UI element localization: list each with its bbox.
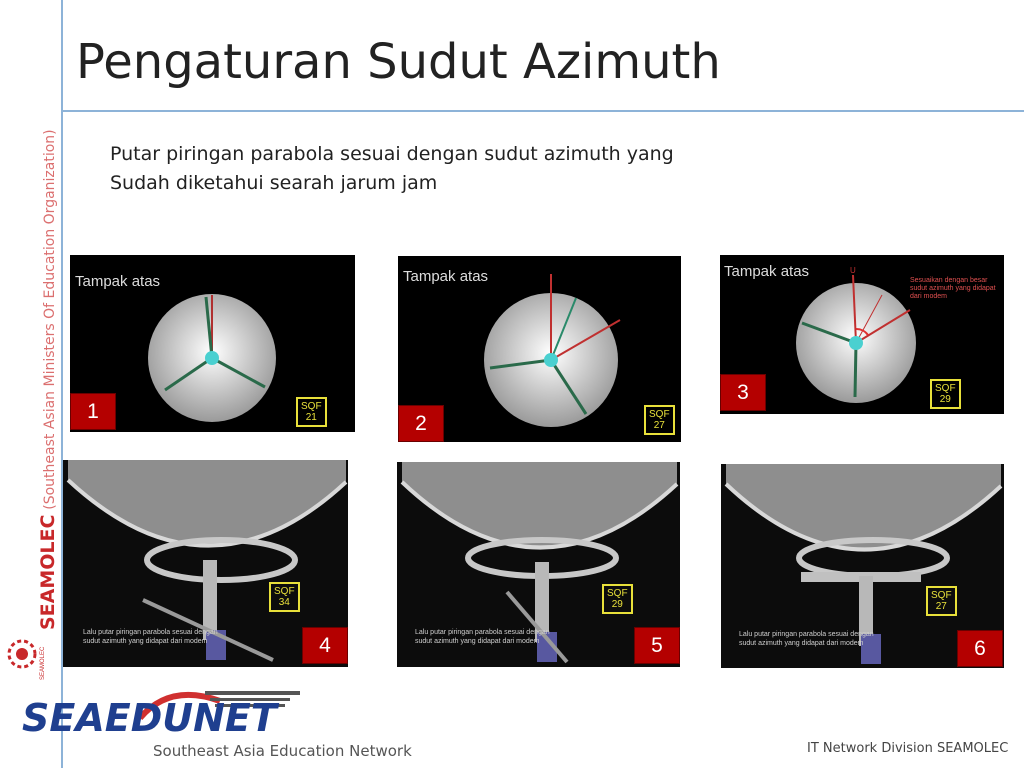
page-title: Pengaturan Sudut Azimuth <box>76 34 721 90</box>
sidebar-brand: SEAMOLEC <box>37 514 59 630</box>
slide-body <box>110 140 674 198</box>
panel-6-sqf <box>926 586 957 616</box>
sqf-label: SQF <box>931 590 952 601</box>
step-number-4: 4 <box>302 627 348 664</box>
sqf-label: SQF <box>649 409 670 420</box>
body-line-2: Sudah diketahui searah jarum jam <box>110 172 438 194</box>
step-number-6: 6 <box>957 630 1003 667</box>
panel-1-sqf <box>296 397 327 427</box>
sqf-value: 34 <box>278 597 290 608</box>
panel-4-note: Lalu putar piringan parabola sesuai dengan sudut azimuth yang didapat dari modem <box>83 629 218 645</box>
north-marker: U <box>850 266 856 275</box>
sqf-value: 27 <box>935 601 947 612</box>
panel-3-note: Sesuaikan dengan besar sudut azimuth yang didapat dari modem <box>910 277 996 300</box>
sidebar-vertical-text <box>37 129 59 630</box>
step-number-1: 1 <box>70 393 116 430</box>
step-number-2: 2 <box>398 405 444 442</box>
body-line-1: Putar piringan parabola sesuai dengan sudut azimuth yang <box>110 143 674 165</box>
seamolec-logo-icon <box>4 632 58 684</box>
sqf-label: SQF <box>935 383 956 394</box>
panel-3-sqf <box>930 379 961 409</box>
panel-1-caption: Tampak atas <box>75 273 161 290</box>
sqf-value: 29 <box>939 394 951 405</box>
panel-6-note: Lalu putar piringan parabola sesuai dengan sudut azimuth yang didapat dari modem <box>739 631 874 647</box>
step-number-5: 5 <box>634 627 680 664</box>
sqf-label: SQF <box>301 401 322 412</box>
logo-caption: SEAMOLEC <box>40 646 46 680</box>
step-number-3: 3 <box>720 374 766 411</box>
sqf-label: SQF <box>274 586 295 597</box>
panel-2-caption: Tampak atas <box>403 268 489 285</box>
sqf-value: 21 <box>305 412 317 423</box>
panel-2-sqf <box>644 405 675 435</box>
sqf-value: 29 <box>611 599 623 610</box>
title-underline <box>63 110 1024 112</box>
panel-5-note: Lalu putar piringan parabola sesuai dengan sudut azimuth yang didapat dari modem <box>415 629 550 645</box>
panel-4-sqf <box>269 582 300 612</box>
sidebar-org: (Southeast Asian Ministers Of Education Organization) <box>42 129 58 510</box>
panel-3-caption: Tampak atas <box>724 263 810 280</box>
footer-division: IT Network Division SEAMOLEC <box>807 741 1009 756</box>
panel-5-sqf <box>602 584 633 614</box>
sqf-value: 27 <box>653 420 665 431</box>
footer-subtitle: Southeast Asia Education Network <box>153 742 412 760</box>
sqf-label: SQF <box>607 588 628 599</box>
seaedunet-logo-text: SEAEDUNET <box>22 696 277 740</box>
